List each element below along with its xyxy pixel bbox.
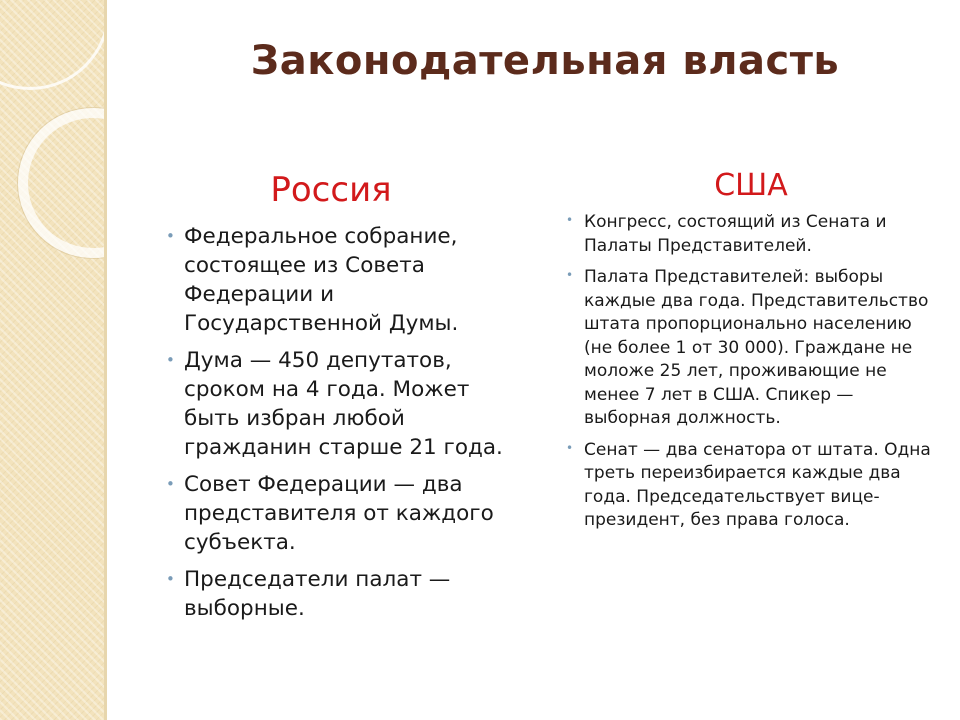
strip-divider xyxy=(104,0,107,720)
slide-title: Законодательная власть xyxy=(250,38,840,84)
bullet-icon: • xyxy=(566,440,574,455)
russia-column xyxy=(166,170,506,631)
decorative-left-strip xyxy=(0,0,104,720)
decorative-ring-top xyxy=(0,0,104,90)
list-item-text: Дума — 450 депутатов, сроком на 4 года. Может быть избран любой гражданин старше 21 года. xyxy=(184,348,503,460)
list-item xyxy=(166,346,506,462)
decorative-ring xyxy=(18,108,104,258)
bullet-icon: • xyxy=(566,213,574,227)
list-item xyxy=(166,470,506,557)
bullet-icon: • xyxy=(166,475,175,493)
usa-column xyxy=(566,168,936,541)
list-item xyxy=(566,266,936,431)
list-item-text: Сенат — два сенатора от штата. Одна треть переизбирается каждые два года. Председательствует вице-президент, без права голоса. xyxy=(584,439,931,530)
usa-bullet-list xyxy=(566,211,936,533)
bullet-icon: • xyxy=(166,570,175,588)
list-item xyxy=(566,211,936,258)
list-item-text: Совет Федерации — два представителя от каждого субъекта. xyxy=(184,472,494,555)
list-item xyxy=(166,222,506,338)
list-item xyxy=(566,439,936,533)
list-item xyxy=(166,565,506,623)
list-item-text: Федеральное собрание, состоящее из Совета Федерации и Государственной Думы. xyxy=(184,224,459,336)
russia-heading: Россия xyxy=(270,170,392,210)
list-item-text: Председатели палат — выборные. xyxy=(184,567,451,621)
russia-bullet-list xyxy=(166,222,506,623)
bullet-icon: • xyxy=(566,268,574,282)
usa-heading: США xyxy=(714,168,788,203)
list-item-text: Палата Представителей: выборы каждые два года. Представительство штата пропорционально населению (не более 1 от 30 000). Граждане не моложе 25 лет, проживающие не менее 7 лет в США. Спикер — выборная должность. xyxy=(584,267,929,428)
bullet-icon: • xyxy=(166,351,175,369)
bullet-icon: • xyxy=(166,227,175,245)
list-item-text: Конгресс, состоящий из Сената и Палаты Представителей. xyxy=(584,212,887,256)
